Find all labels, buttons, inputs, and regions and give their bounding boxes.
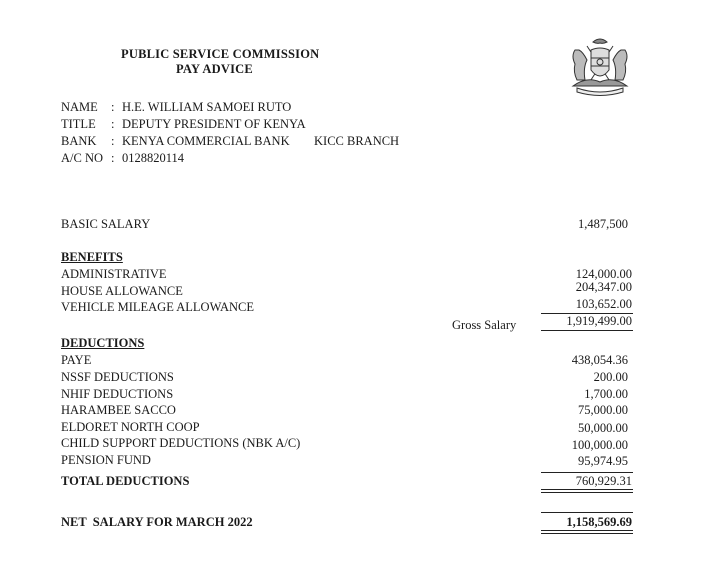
info-name-label: NAME xyxy=(61,100,98,114)
benefit-vehicle-label: VEHICLE MILEAGE ALLOWANCE xyxy=(61,300,255,314)
total-deductions-label: TOTAL DEDUCTIONS xyxy=(61,474,190,488)
info-title-label: TITLE xyxy=(61,117,96,131)
gross-salary-value: 1,919,499.00 xyxy=(566,314,632,328)
gross-salary-label: Gross Salary xyxy=(452,318,517,332)
info-bank-sep: : xyxy=(111,134,115,148)
deduction-child-support-label: CHILD SUPPORT DEDUCTIONS (NBK A/C) xyxy=(61,436,301,450)
net-salary-underline-2 xyxy=(541,533,633,534)
benefit-house-label: HOUSE ALLOWANCE xyxy=(61,284,183,298)
net-salary-label: NET SALARY FOR MARCH 2022 xyxy=(61,515,253,529)
deduction-nhif-label: NHIF DEDUCTIONS xyxy=(61,387,174,401)
benefit-house-value: 204,347.00 xyxy=(575,280,632,294)
benefits-heading: BENEFITS xyxy=(61,250,123,264)
deduction-paye-label: PAYE xyxy=(61,353,92,367)
deduction-pension-value: 95,974.95 xyxy=(578,454,628,468)
info-account-label: A/C NO xyxy=(61,151,104,165)
benefit-administrative-value: 124,000.00 xyxy=(575,267,632,281)
info-title-sep: : xyxy=(111,117,115,131)
deduction-nssf-label: NSSF DEDUCTIONS xyxy=(61,370,174,384)
deduction-paye-value: 438,054.36 xyxy=(571,353,628,367)
benefit-vehicle-value: 103,652.00 xyxy=(575,297,632,311)
header-title: PUBLIC SERVICE COMMISSION xyxy=(121,47,320,61)
info-title-value: DEPUTY PRESIDENT OF KENYA xyxy=(122,117,306,131)
deduction-pension-label: PENSION FUND xyxy=(61,453,151,467)
basic-salary-label: BASIC SALARY xyxy=(61,217,151,231)
total-deductions-rule xyxy=(541,472,633,473)
deduction-nssf-value: 200.00 xyxy=(593,370,628,384)
info-name-value: H.E. WILLIAM SAMOEI RUTO xyxy=(122,100,292,114)
deductions-heading: DEDUCTIONS xyxy=(61,336,145,350)
info-account-value: 0128820114 xyxy=(122,151,185,165)
benefit-administrative-label: ADMINISTRATIVE xyxy=(61,267,167,281)
net-salary-rule xyxy=(541,512,633,513)
coat-of-arms-icon xyxy=(567,36,633,98)
total-deductions-value: 760,929.31 xyxy=(575,474,632,488)
info-name-sep: : xyxy=(111,100,115,114)
info-bank-branch: KICC BRANCH xyxy=(314,134,400,148)
deduction-harambee-label: HARAMBEE SACCO xyxy=(61,403,176,417)
basic-salary-value: 1,487,500 xyxy=(578,217,628,231)
deduction-child-support-value: 100,000.00 xyxy=(571,438,628,452)
total-deductions-underline-1 xyxy=(541,489,633,490)
deduction-harambee-value: 75,000.00 xyxy=(578,403,628,417)
net-salary-underline-1 xyxy=(541,530,633,531)
info-bank-label: BANK xyxy=(61,134,97,148)
info-account-sep: : xyxy=(111,151,115,165)
header-subtitle: PAY ADVICE xyxy=(176,62,253,76)
deduction-nhif-value: 1,700.00 xyxy=(584,387,628,401)
total-deductions-underline-2 xyxy=(541,492,633,493)
info-bank-value: KENYA COMMERCIAL BANK xyxy=(122,134,290,148)
net-salary-value: 1,158,569.69 xyxy=(566,515,632,529)
deduction-eldoret-label: ELDORET NORTH COOP xyxy=(61,420,200,434)
gross-underline xyxy=(541,330,633,331)
deduction-eldoret-value: 50,000.00 xyxy=(578,421,628,435)
